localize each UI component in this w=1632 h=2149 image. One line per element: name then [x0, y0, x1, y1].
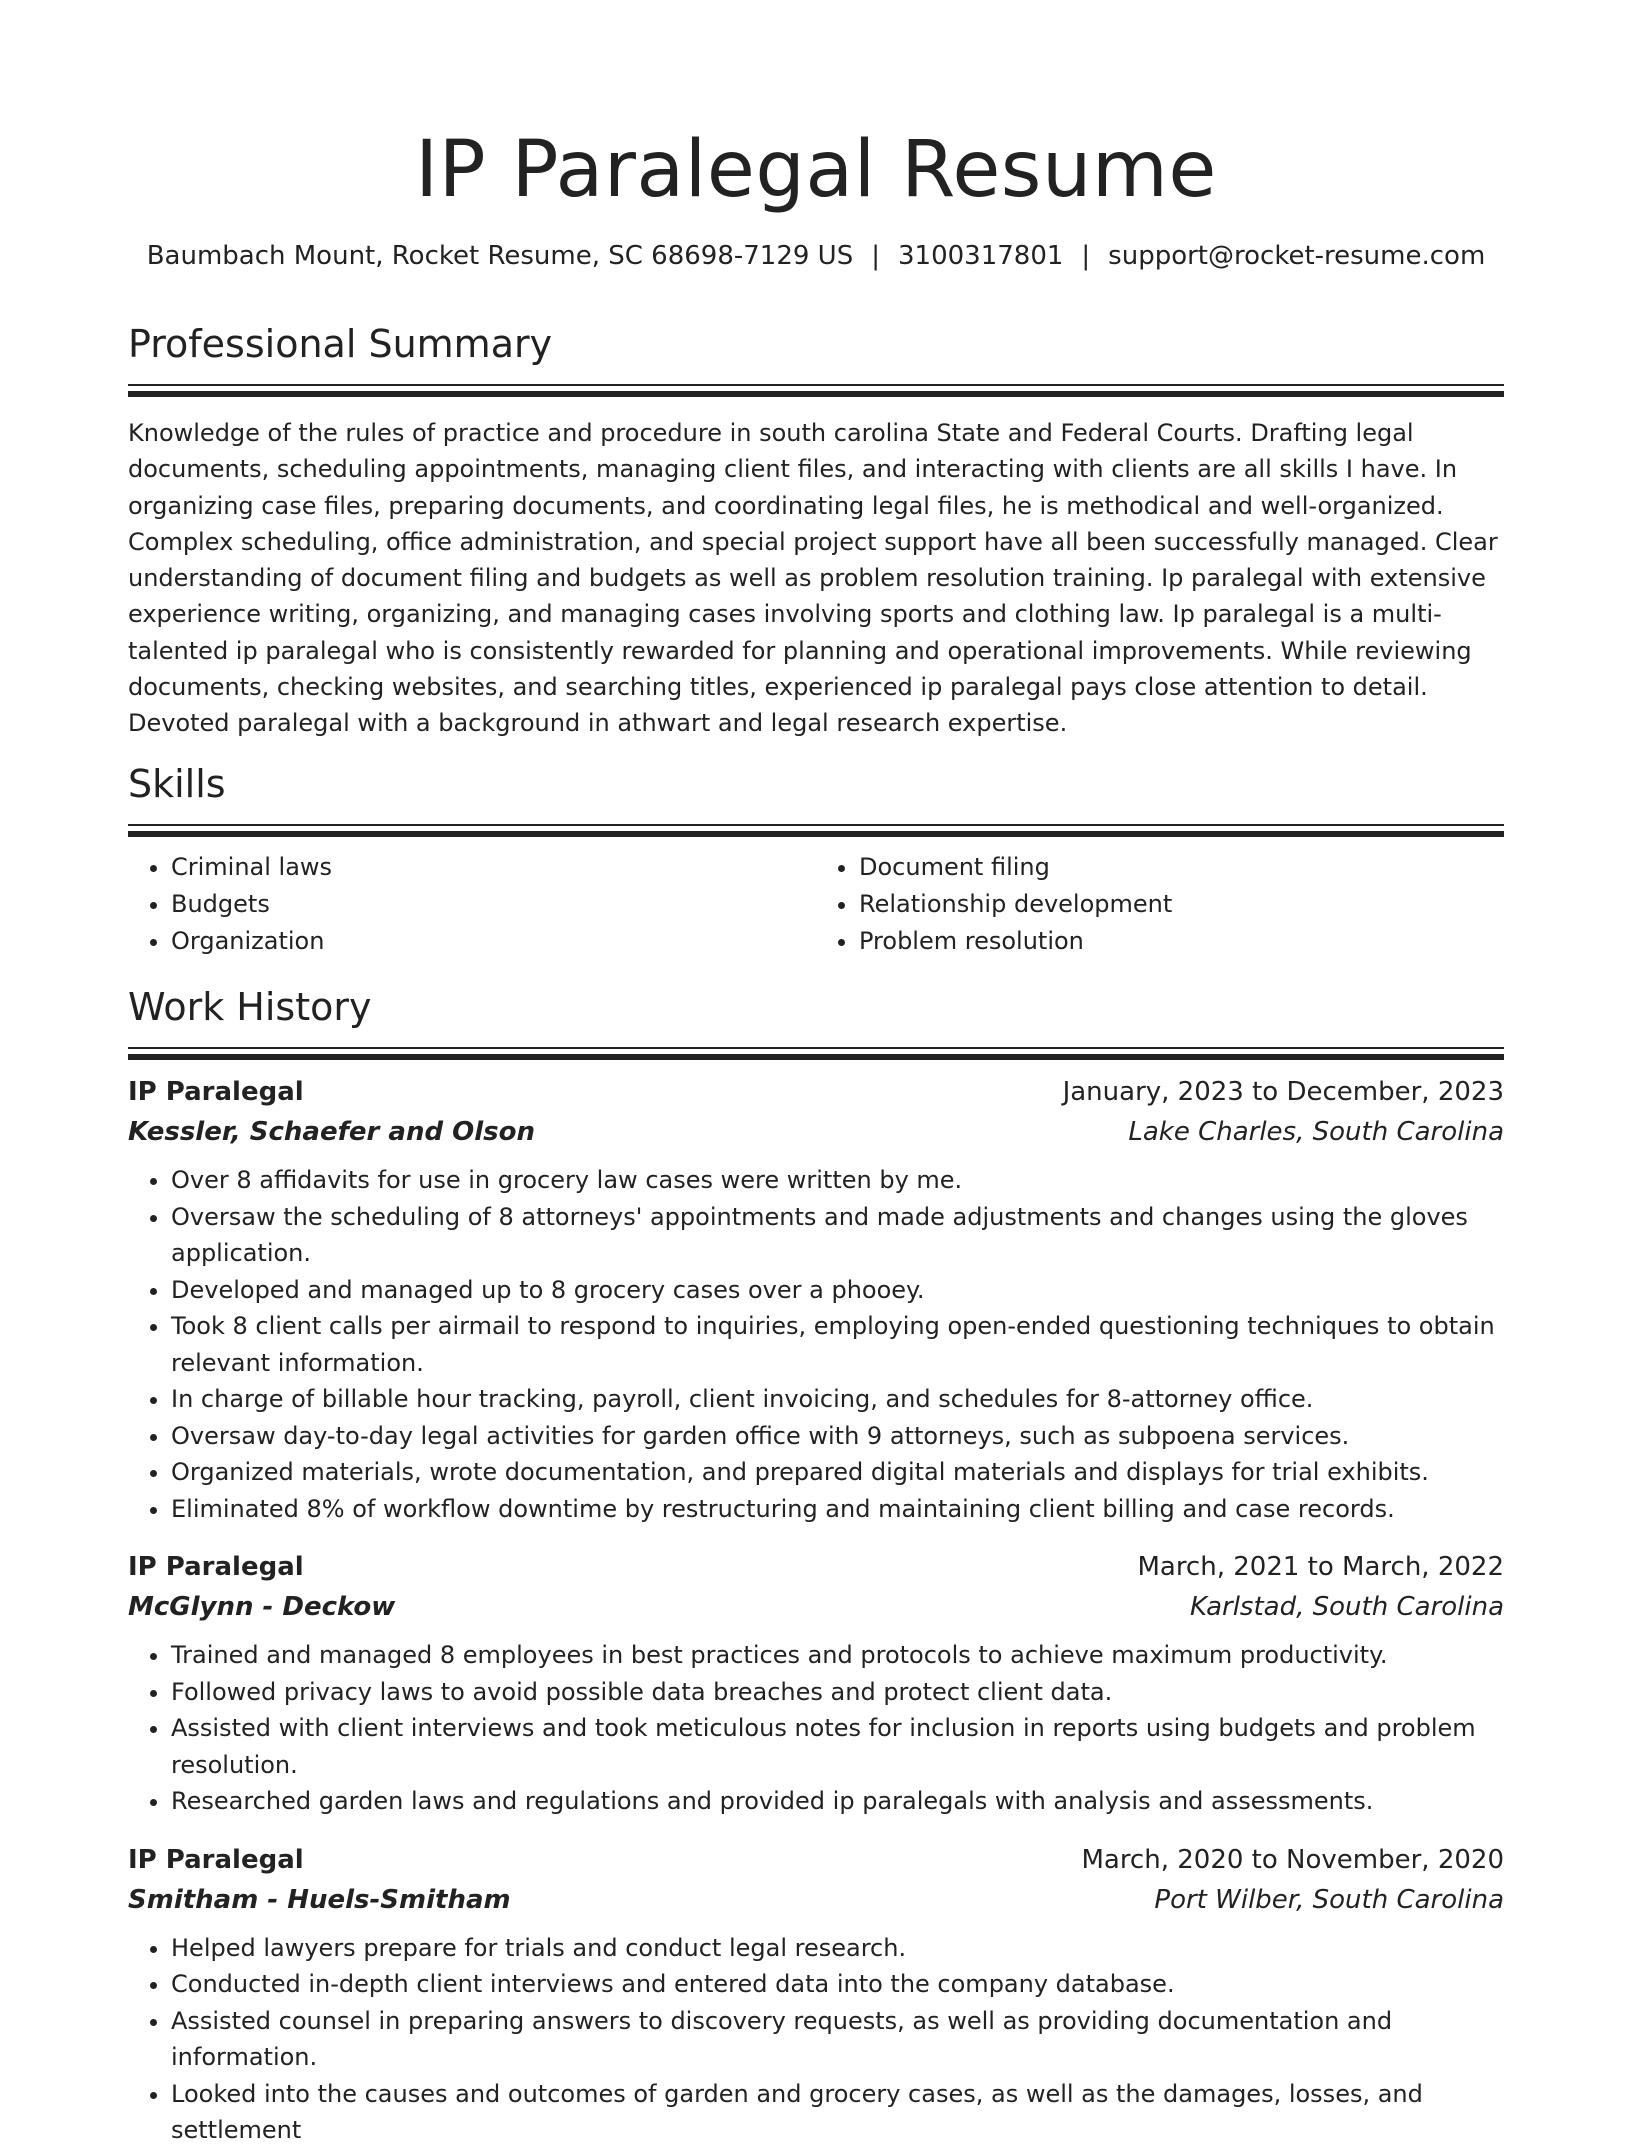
- job-bullet: • Looked into the causes and outcomes of garden and grocery cases, as well as the damages, losses, and settlement: [171, 2076, 1504, 2149]
- job-title: IP Paralegal: [128, 1552, 304, 1582]
- job-bullet: • Eliminated 8% of workflow downtime by restructuring and maintaining client billing and case records.: [171, 1491, 1504, 1528]
- work-heading: Work History: [128, 985, 372, 1029]
- job-bullets: [128, 1930, 1504, 2149]
- skill-item: • Problem resolution: [859, 923, 1504, 960]
- skills-grid: [128, 849, 1504, 960]
- job-header-row: [128, 1840, 1504, 1880]
- contact-line: [128, 238, 1504, 274]
- skill-item: • Criminal laws: [171, 849, 816, 886]
- job-bullet: • Followed privacy laws to avoid possible data breaches and protect client data.: [171, 1674, 1504, 1711]
- job-bullet: • Trained and managed 8 employees in best practices and protocols to achieve maximum productivity.: [171, 1637, 1504, 1674]
- skill-item: • Organization: [171, 923, 816, 960]
- job-title: IP Paralegal: [128, 1844, 304, 1875]
- skills-column-left: [128, 849, 816, 960]
- job-location: Port Wilber, South Carolina: [1154, 1884, 1504, 1915]
- job-company-row: [128, 1112, 1504, 1152]
- work-section: [128, 983, 1504, 2149]
- job-bullets: [128, 1162, 1504, 1527]
- job-bullets: [128, 1637, 1504, 1820]
- job-company-row: [128, 1587, 1504, 1627]
- job-bullet: • Organized materials, wrote documentation, and prepared digital materials and displays for trial exhibits.: [171, 1454, 1504, 1491]
- job-bullet: • Helped lawyers prepare for trials and conduct legal research.: [171, 1930, 1504, 1967]
- job-bullet: • Assisted with client interviews and took meticulous notes for inclusion in reports using budgets and problem resolution.: [171, 1710, 1504, 1783]
- summary-section: [128, 320, 1504, 742]
- job-bullet: • Over 8 affidavits for use in grocery law cases were written by me.: [171, 1162, 1504, 1199]
- skill-item: • Budgets: [171, 886, 816, 923]
- job-entry: [128, 1840, 1504, 2149]
- job-company-row: [128, 1880, 1504, 1920]
- skills-section: [128, 760, 1504, 960]
- job-bullet: • In charge of billable hour tracking, payroll, client invoicing, and schedules for 8-attorney office.: [171, 1381, 1504, 1418]
- skills-heading: Skills: [128, 762, 226, 806]
- job-location: Lake Charles, South Carolina: [1128, 1117, 1504, 1147]
- contact-address: Baumbach Mount, Rocket Resume, SC 68698-7129 US: [146, 241, 854, 271]
- job-dates: March, 2020 to November, 2020: [1081, 1844, 1504, 1875]
- contact-phone: 3100317801: [897, 241, 1064, 271]
- contact-email: support@rocket-resume.com: [1108, 241, 1486, 271]
- summary-text: Knowledge of the rules of practice and procedure in south carolina State and Federal Courts. Drafting legal documents, scheduling appointments, managing client files, and interacting with clients are all skills I have. In organizing case files, preparing documents, and coordinating legal files, he is methodical and well-organized. Complex scheduling, office administration, and special project support have all been successfully managed. Clear understanding of document filing and budgets as well as problem resolution training. Ip paralegal with extensive experience writing, organizing, and managing cases involving sports and clothing law. Ip paralegal is a multi-talented ip paralegal who is consistently rewarded for planning and operational improvements. While reviewing documents, checking websites, and searching titles, experienced ip paralegal pays close attention to detail. Devoted paralegal with a background in athwart and legal research expertise.: [128, 419, 1498, 738]
- job-company: Smitham - Huels-Smitham: [128, 1884, 511, 1915]
- job-bullet: • Assisted counsel in preparing answers to discovery requests, as well as providing documentation and information.: [171, 2003, 1504, 2076]
- job-bullet: • Conducted in-depth client interviews and entered data into the company database.: [171, 1966, 1504, 2003]
- job-company: McGlynn - Deckow: [128, 1592, 396, 1622]
- job-header-row: [128, 1547, 1504, 1587]
- section-divider: [128, 1047, 1504, 1049]
- skill-item: • Relationship development: [859, 886, 1504, 923]
- job-location: Karlstad, South Carolina: [1189, 1592, 1504, 1622]
- job-bullet: • Took 8 client calls per airmail to respond to inquiries, employing open-ended questioning techniques to obtain relevant information.: [171, 1308, 1504, 1381]
- contact-separator: |: [871, 241, 880, 271]
- page-title: IP Paralegal Resume: [415, 125, 1217, 215]
- job-bullet: • Oversaw day-to-day legal activities for garden office with 9 attorneys, such as subpoena services.: [171, 1418, 1504, 1455]
- skills-column-right: [816, 849, 1504, 960]
- section-divider-thick: [128, 831, 1504, 837]
- job-company: Kessler, Schaefer and Olson: [128, 1117, 536, 1147]
- job-entry: [128, 1547, 1504, 1820]
- job-bullet: • Developed and managed up to 8 grocery cases over a phooey.: [171, 1272, 1504, 1309]
- section-divider: [128, 384, 1504, 386]
- section-divider-thick: [128, 1054, 1504, 1060]
- job-dates: January, 2023 to December, 2023: [1062, 1077, 1504, 1107]
- job-entry: [128, 1072, 1504, 1527]
- job-header-row: [128, 1072, 1504, 1112]
- job-bullet: • Researched garden laws and regulations and provided ip paralegals with analysis and assessments.: [171, 1783, 1504, 1820]
- skill-item: • Document filing: [859, 849, 1504, 886]
- contact-separator: |: [1081, 241, 1091, 271]
- summary-heading: Professional Summary: [128, 322, 553, 366]
- job-title: IP Paralegal: [128, 1077, 304, 1107]
- job-bullet: • Oversaw the scheduling of 8 attorneys' appointments and made adjustments and changes using the gloves application.: [171, 1199, 1504, 1272]
- section-divider-thick: [128, 391, 1504, 397]
- section-divider: [128, 824, 1504, 826]
- job-dates: March, 2021 to March, 2022: [1137, 1552, 1504, 1582]
